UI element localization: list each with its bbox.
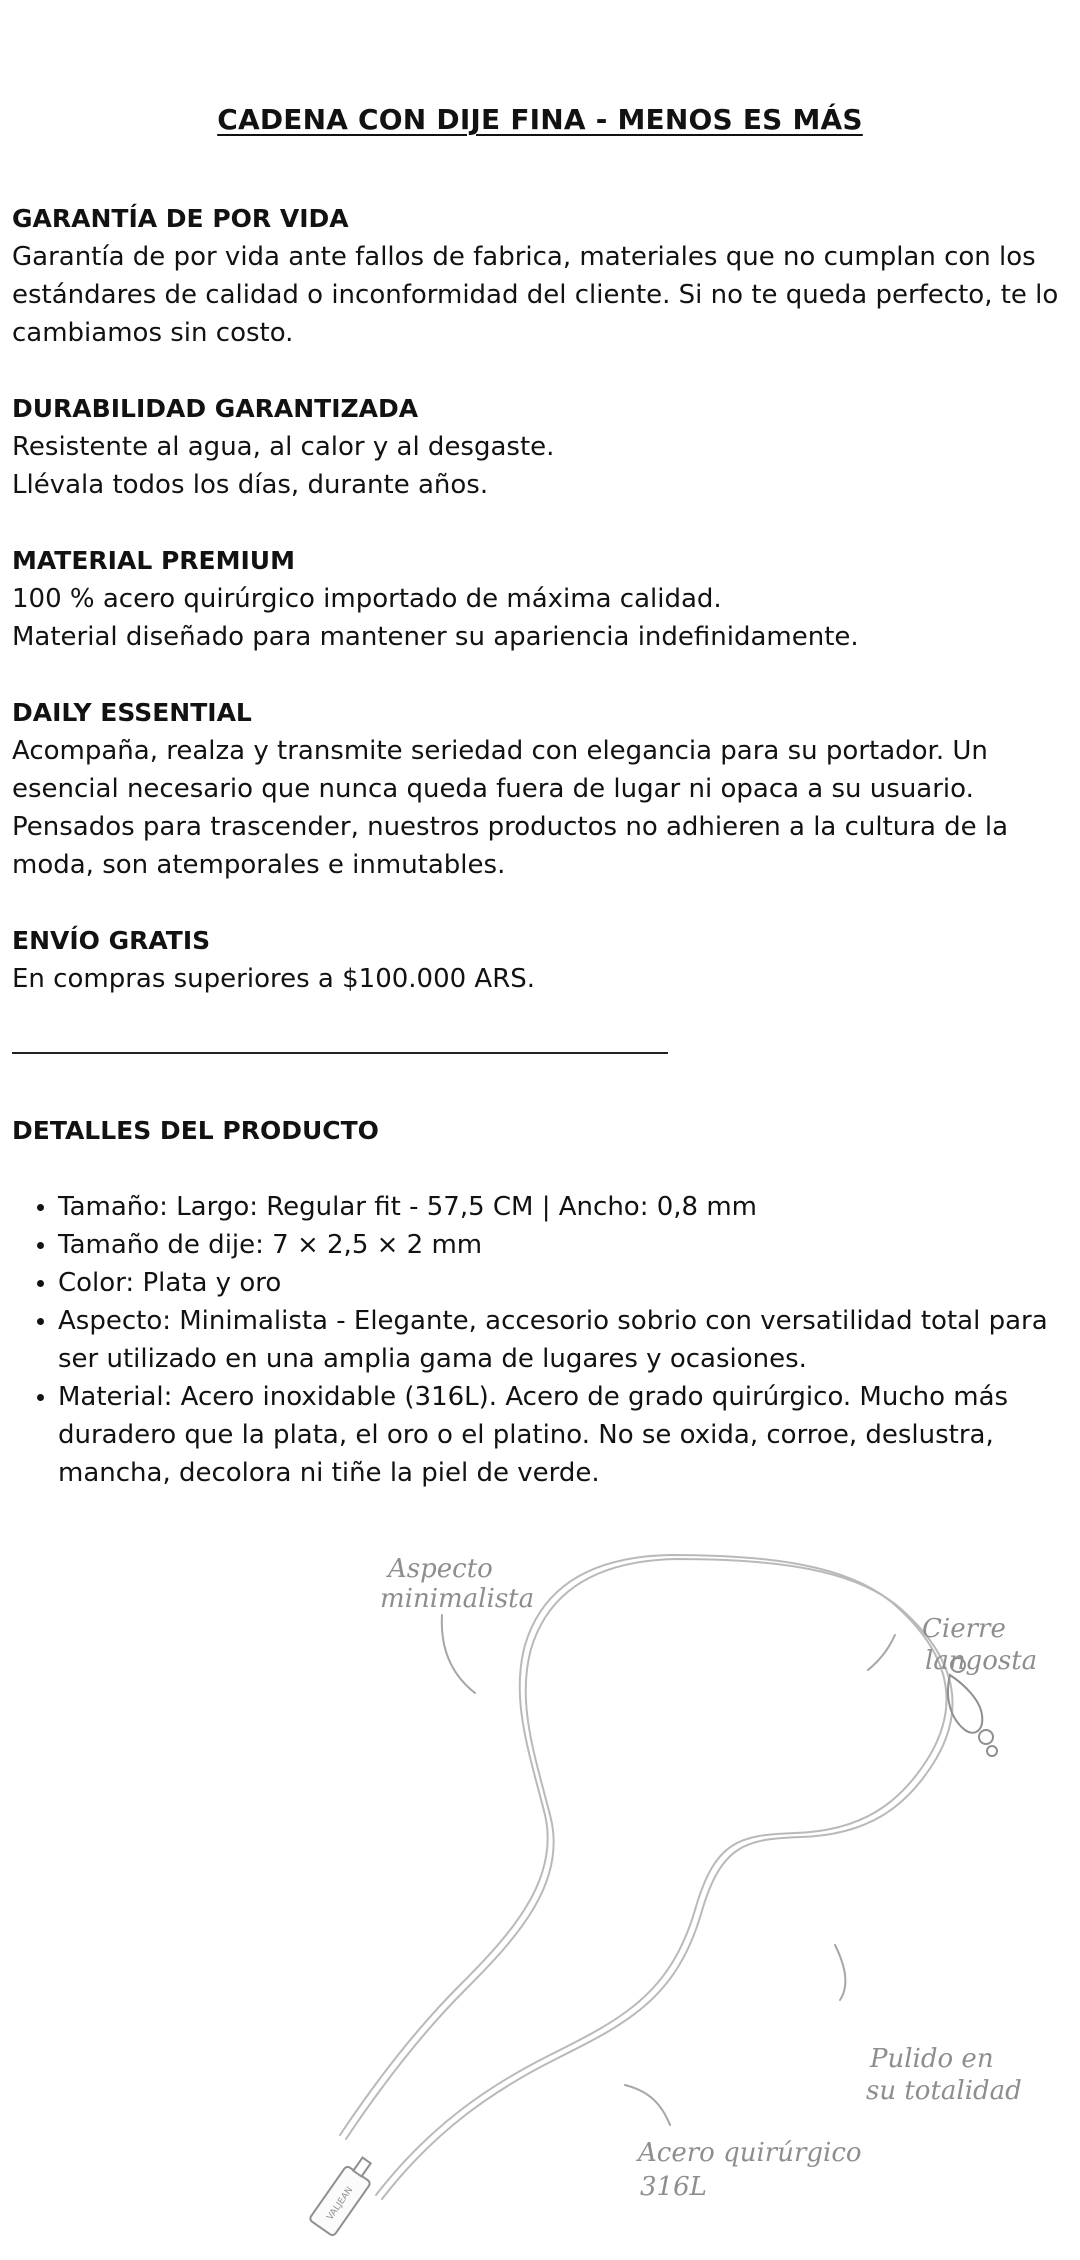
section-warranty [12,200,1062,352]
label-steel-line2: 316L [640,2172,707,2202]
list-item: Material: Acero inoxidable (316L). Acero de grado quirúrgico. Mucho más duradero que la plata, el oro o el platino. No se oxida, corroe, deslustra, mancha, decolora ni tiñe la piel de verde. [58,1378,1062,1492]
section-text: Acompaña, realza y transmite seriedad con elegancia para su portador. Un esencial necesario que nunca queda fuera de lugar ni opaca a su usuario. Pensados para trascender, nuestros productos no adhieren a la cultura de la moda, son atemporales e inmutables. [12,736,1009,880]
list-item: Tamaño de dije: 7 × 2,5 × 2 mm [58,1226,1062,1264]
section-material [12,542,1062,656]
label-polish-line1: Pulido en [870,2044,994,2074]
necklace-illustration [325,1515,1040,2235]
label-aspect-line2: minimalista [380,1584,535,1614]
pointer-steel [625,2085,670,2125]
section-heading: DAILY ESSENTIAL [12,698,252,727]
page-title [0,103,1080,136]
list-item: Aspecto: Minimalista - Elegante, accesorio sobrio con versatilidad total para ser utilizado en una amplia gama de lugares y ocasiones. [58,1302,1062,1378]
section-text: Garantía de por vida ante fallos de fabrica, materiales que no cumplan con los estándares de calidad o inconformidad del cliente. Si no te queda perfecto, te lo cambiamos sin costo. [12,242,1059,348]
section-heading: DURABILIDAD GARANTIZADA [12,394,419,423]
page-title-text: CADENA CON DIJE FINA - MENOS ES MÁS [217,103,863,136]
details-heading: DETALLES DEL PRODUCTO [12,1116,379,1145]
pointer-aspect [442,1615,475,1693]
chain-inner [346,1559,952,2199]
section-line: Llévala todos los días, durante años. [12,470,489,500]
label-steel-line1: Acero quirúrgico [638,2138,862,2168]
section-heading: GARANTÍA DE POR VIDA [12,204,349,233]
section-line: Resistente al agua, al calor y al desgaste. [12,432,555,462]
chain-outer [340,1555,946,2195]
section-durability [12,390,1062,504]
product-description [12,200,1062,1492]
label-clasp-line2: langosta [925,1646,1038,1676]
label-polish-line2: su totalidad [866,2076,1022,2106]
section-heading: MATERIAL PREMIUM [12,546,295,575]
list-item: Tamaño: Largo: Regular fit - 57,5 CM | Ancho: 0,8 mm [58,1188,1062,1226]
section-shipping [12,922,1062,998]
divider-line [12,1016,668,1054]
pendant-icon [309,2158,371,2237]
section-line: Material diseñado para mantener su apariencia indefinidamente. [12,622,859,652]
label-clasp-line1: Cierre [922,1614,1006,1644]
list-item: Color: Plata y oro [58,1264,1062,1302]
pendant-engraving: VALJEAN [325,2185,356,2223]
section-line: 100 % acero quirúrgico importado de máxima calidad. [12,584,722,614]
section-text: En compras superiores a $100.000 ARS. [12,964,536,994]
details-list [12,1188,1062,1492]
section-daily-essential [12,694,1062,884]
label-aspect-line1: Aspecto [388,1554,493,1584]
pointer-clasp [868,1635,895,1670]
pointer-polish [835,1945,845,2000]
section-heading: ENVÍO GRATIS [12,926,211,955]
